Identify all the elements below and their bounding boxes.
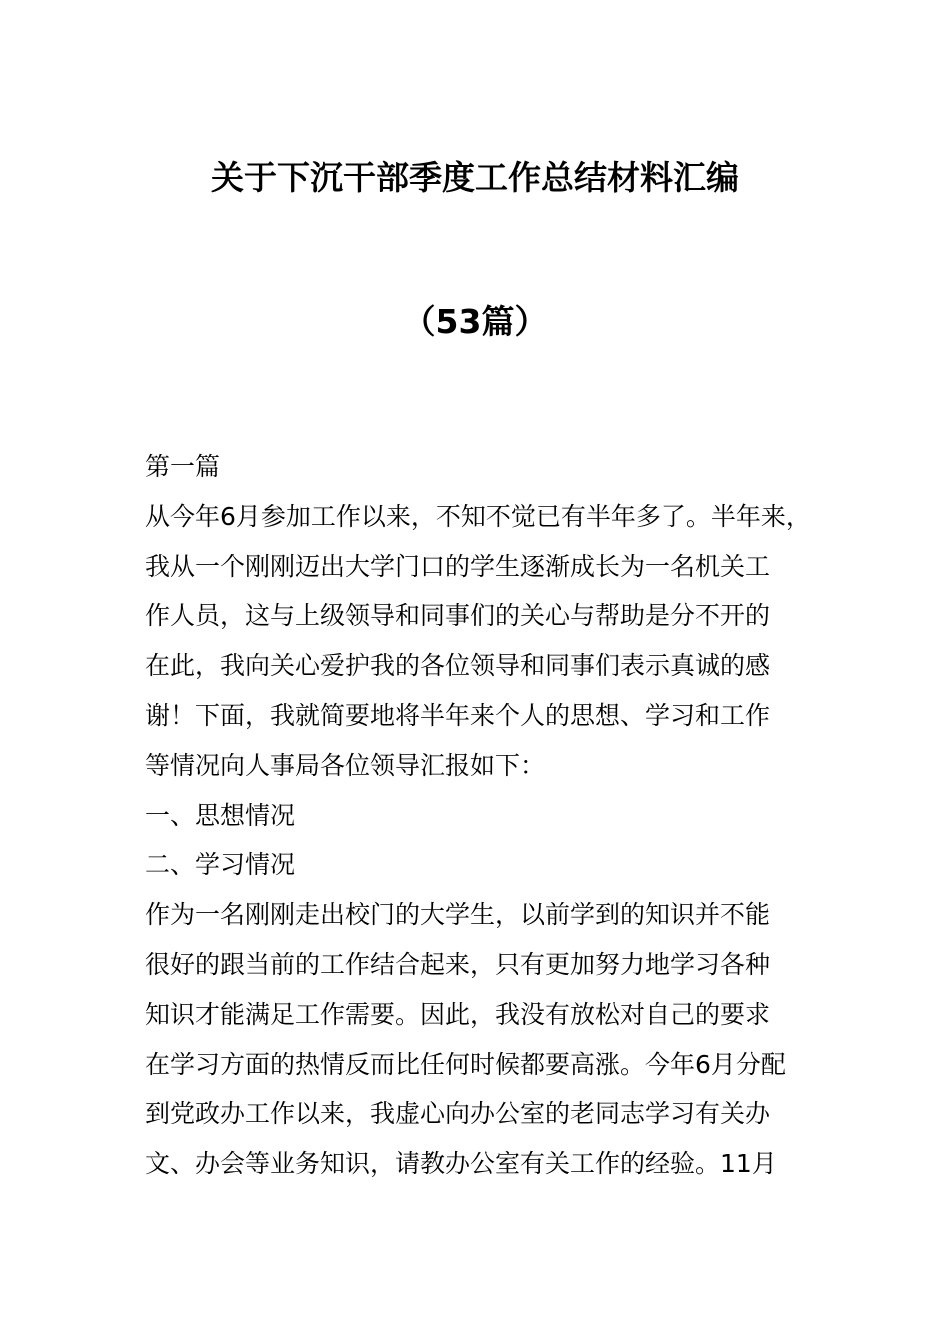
document-subtitle: （53篇） xyxy=(402,302,548,341)
body-line: 我从一个刚刚迈出大学门口的学生逐渐成长为一名机关工 xyxy=(145,551,771,581)
body-line: 等情况向人事局各位领导汇报如下： xyxy=(145,750,546,780)
body-line: 在此，我向关心爱护我的各位领导和同事们表示真诚的感 xyxy=(145,651,771,681)
body-line: 谢！下面，我就简要地将半年来个人的思想、学习和工作 xyxy=(145,700,771,730)
document-body xyxy=(145,442,845,1189)
subsection-heading: 二、学习情况 xyxy=(145,850,296,880)
body-line: 很好的跟当前的工作结合起来，只有更加努力地学习各种 xyxy=(145,949,771,979)
body-line: 文、办会等业务知识，请教办公室有关工作的经验。11月 xyxy=(145,1149,777,1179)
subsection-heading: 一、思想情况 xyxy=(145,800,296,830)
body-line: 到党政办工作以来，我虚心向办公室的老同志学习有关办 xyxy=(145,1099,771,1129)
section-heading: 第一篇 xyxy=(145,452,221,481)
body-line: 知识才能满足工作需要。因此，我没有放松对自己的要求 xyxy=(145,999,771,1029)
body-line: 作人员，这与上级领导和同事们的关心与帮助是分不开的 xyxy=(145,601,771,631)
document-title: 关于下沉干部季度工作总结材料汇编 xyxy=(211,158,739,197)
body-line: 在学习方面的热情反而比任何时候都要高涨。今年6月分配 xyxy=(145,1049,786,1079)
body-line: 作为一名刚刚走出校门的大学生，以前学到的知识并不能 xyxy=(145,900,771,930)
body-line: 从今年6月参加工作以来，不知不觉已有半年多了。半年来， xyxy=(145,501,811,531)
